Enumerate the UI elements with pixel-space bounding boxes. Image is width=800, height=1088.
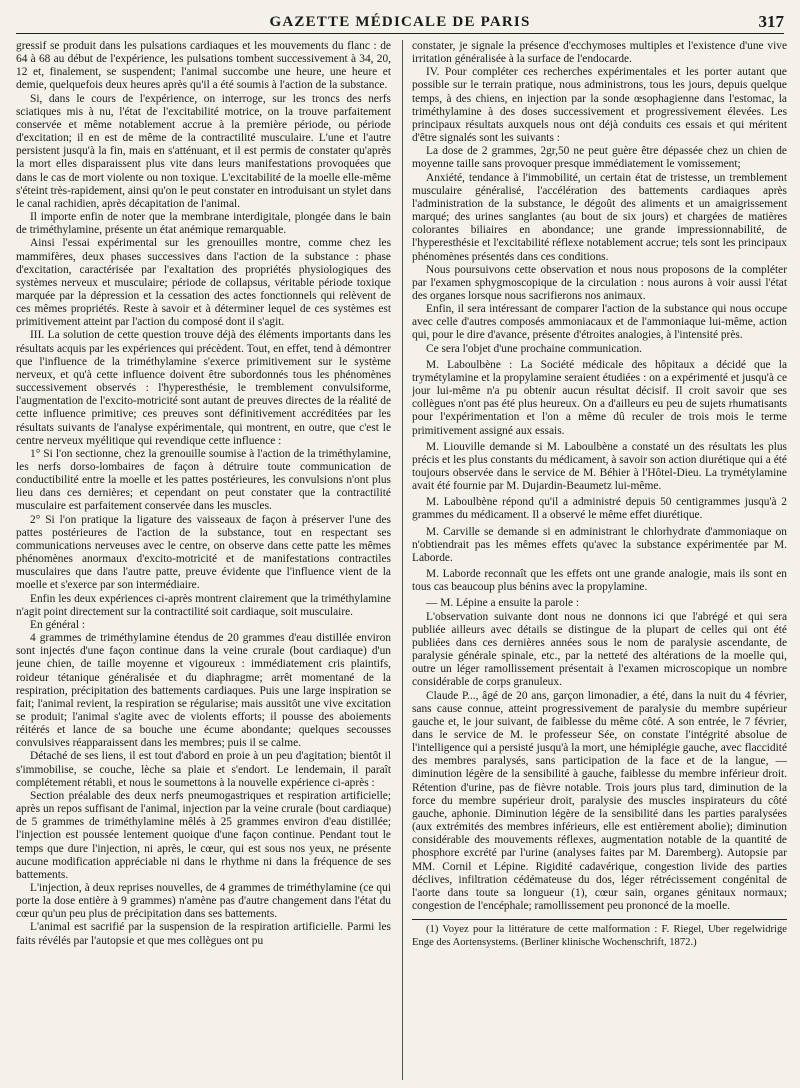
journal-title: GAZETTE MÉDICALE DE PARIS xyxy=(269,14,531,30)
left-column xyxy=(16,40,391,1080)
paragraph: Ce sera l'objet d'une prochaine communication. xyxy=(426,342,643,355)
page-header xyxy=(0,0,800,34)
footnote-rule xyxy=(412,919,787,920)
paragraph: Enfin les deux expériences ci-après montrent clairement que la triméthylamine n'agit point directement sur la contractilité soit cardiaque, soit musculaire. xyxy=(16,592,391,618)
paragraph: 1° Si l'on sectionne, chez la grenouille soumise à l'action de la triméthylamine, les nerfs dorso-lombaires de façon à détruire toute communication de conductibilité entre la moelle et les pattes postérieures, les convulsions n'ont plus lieu dans ces dernières; et cependant on peut constater que la contractilité musculaire est parfaitement conservée dans les muscles. xyxy=(16,447,391,513)
paragraph: Anxiété, tendance à l'immobilité, un certain état de tristesse, un tremblement musculaire généralisé, l'accélération des battements cardiaques après l'administration de la substance, le dégoût des aliments et un amaigrissement marqué; des urines sanglantes (au bout de six jours) et chargées de matières colorantes biliaires en abondance; une grande impressionnabilité, de l'hyperesthésie et l'excitabilité réflexe notablement accrue; tels sont les principaux phénomènes présentés dans ces conditions. xyxy=(412,171,787,263)
page-number: 317 xyxy=(758,12,784,31)
paragraph: IV. Pour compléter ces recherches expérimentales et les porter autant que possible sur le terrain pratique, nous administrons, tous les jours, depuis quelque temps, à des chiens, en injection par la sonde œsophagienne dans l'estomac, la triméthylamine à des doses successivement et progressivement élevées. Les principaux résultats auxquels nous ont déjà conduits ces essais et qui méritent d'être signalés sont les suivants : xyxy=(412,66,787,145)
paragraph: M. Laboulbène répond qu'il a administré depuis 50 centigrammes jusqu'à 2 grammes du médicament. Il a observé le même effet diurétique. xyxy=(412,496,787,522)
paragraph: La dose de 2 grammes, 2gr,50 ne peut guère être dépassée chez un chien de moyenne taille sans provoquer presque immédiatement le vomissement; xyxy=(412,145,787,171)
paragraph: M. Laboulbène : La Société médicale des hôpitaux a décidé que la trymétylamine et la propylamine seraient étudiées : on a expérimenté et jusqu'à ce jour lui-même n'a pu obtenir aucun résultat décisif. Il croit savoir que ses collègues n'ont pas été plus heureux. On a d'ailleurs eu peu de sujets rhumatisants pour l'expérimentation et l'on a même dû reculer de trois mois le terme primitivement assigné aux essais. xyxy=(412,358,787,437)
paragraph: M. Liouville demande si M. Laboulbène a constaté un des résultats les plus précis et les plus constants du médicament, à savoir son action diurétique qui a été toujours observée dans le service de M. Béhier à l'Hôtel-Dieu. La trymétylamine avait été fournie par M. Dujardin-Beaumetz lui-même. xyxy=(412,440,787,493)
right-column xyxy=(412,40,787,1080)
paragraph: Section préalable des deux nerfs pneumogastriques et respiration artificielle; après un repos suffisant de l'animal, injection par la veine crurale (bout cardiaque) de 5 grammes de triméthylamine mêlés à 25 grammes environ d'eau distillée; l'injection est poussée lentement quoique d'une façon continue. Pendant tout le temps que dure l'injection, ni après, le cœur, qui est sous nos yeux, ne présente aucune modification appréciable ni dans le rhythme ni dans la fréquence de ses battements. xyxy=(16,789,391,881)
paragraph: constater, je signale la présence d'ecchymoses multiples et l'existence d'une vive irritation généralisée à la surface de l'endocarde. xyxy=(412,40,787,66)
paragraph: gressif se produit dans les pulsations cardiaques et les mouvements du flanc : de 64 à 68 au début de l'expérience, les pulsations tombent successivement à 34, 20, 12 et, finalement, se suspendent; l'animal succombe une heure, une heure et demie, quelquefois deux heures après qu'il a été soumis à l'action de la substance. xyxy=(16,40,391,92)
paragraph: Il importe enfin de noter que la membrane interdigitale, plongée dans le bain de triméthylamine, présente un état anémique remarquable. xyxy=(16,211,391,237)
paragraph: M. Carville se demande si en administrant le chlorhydrate d'ammoniaque on n'obtiendrait pas les mêmes effets qu'avec la substance expérimentée par M. Laborde. xyxy=(412,525,787,564)
paragraph: 4 grammes de triméthylamine étendus de 20 grammes d'eau distillée environ sont injectés d'une façon continue dans la veine crurale (bout cardiaque) d'un jeune chien, de taille moyenne et vigoureux : immédiatement cris plaintifs, roideur tétanique généralisée et du diaphragme; arrêt momentané de la respiration, précipitation des battements cardiaques. Puis une large inspiration se fait; l'animal revient, la respiration se régularise; mais aussitôt une vive excitation se produit; l'animal s'agite avec de violents efforts; il pousse des aboiements réitérés et lance de sa bouche une écume abondante; quelques secousses convulsives réapparaissent dans les membres; puis il se calme. xyxy=(16,632,391,750)
paragraph: Si, dans le cours de l'expérience, on interroge, sur les troncs des nerfs sciatiques mis à nu, l'état de l'excitabilité motrice, on la trouve parfaitement conservée et même notablement accrue à la première période, ou période d'excitation; il en est de même de la contractilité musculaire. L'une et l'autre persistent jusqu'à la fin, mais en s'atténuant, et il est permis de constater qu'après la mort elles disparaissent plus vite dans leurs manifestations provoquées que dans le cas de mort violente ou non toxique. L'excitabilité de la moelle elle-même s'éteint très-rapidement, ainsi qu'on le peut constater en introduisant un stylet dans le canal rachidien, après décapitation de l'animal. xyxy=(16,92,391,210)
paragraph: En général : xyxy=(30,618,86,631)
paragraph: L'injection, à deux reprises nouvelles, de 4 grammes de triméthylamine (ce qui porte la dose entière à 9 grammes) n'amène pas d'autre changement dans l'état du cœur qu'un peu plus de précipitation dans ses battements. xyxy=(16,882,391,921)
paragraph: — M. Lépine a ensuite la parole : xyxy=(426,597,580,610)
column-divider xyxy=(402,40,403,1080)
paragraph: Enfin, il sera intéressant de comparer l'action de la substance qui nous occupe avec celle d'autres composés ammoniacaux et de l'ammoniaque lui-même, action qui, pour le dire d'avance, présente d'étroites analogies, à l'intensité près. xyxy=(412,303,787,342)
paragraph: Claude P..., âgé de 20 ans, garçon limonadier, a été, dans la nuit du 4 février, sans cause connue, atteint progressivement de paralysie du membre supérieur gauche et, le jour suivant, de faiblesse du même côté. A son entrée, le 7 février, dans le service de M. le professeur Sée, on constate l'intégrité absolue de l'intelligence qui a persisté jusqu'à la mort, une hémiplégie gauche, avec flaccidité des membres paralysés, sans participation de la face et de la langue, — diminution légère de la sensibilité à gauche, faiblesse du membre inférieur droit. Rétention d'urine, pas de fièvre notable. Trois jours plus tard, diminution de la force du membre supérieur droit, paralysie des muscles inspirateurs du côté gauche, aphonie. Diminution légère de la sensibilité dans les parties paralysées (aux extrémités des membres inférieurs, elle est entièrement abolie); diminution considérable des mouvements réflexes, augmentation notable de la quantité de phosphore excrété par l'urine (analyses faites par M. Daremberg). Autopsie par MM. Cornil et Lépine. Rigidité cadavérique, congestion livide des parties déclives, infiltration cédémateuse du dos, léger rétrécissement congénital de l'aorte dans toute sa longueur (1), cœur sain, organes génitaux normaux; congestion de l'encéphale; ramollissement peu prononcé de la moelle. xyxy=(412,689,787,912)
footnote: (1) Voyez pour la littérature de cette malformation : F. Riegel, Uber regelwidrige Enge des Aortensystems. (Berliner klinische Wochenschrift, 1872.) xyxy=(412,924,787,948)
paragraph: L'observation suivante dont nous ne donnons ici que l'abrégé et qui sera publiée ailleurs avec détails se distingue de la plupart de celles qui ont été publiées dans ces dernières années sous le nom de paralysie ascendante, de paralysie générale spinale, etc., par la netteté des altérations de la moelle qui, outre un léger ramollissement présentait à l'examen microscopique un nombre considérable de corps granuleux. xyxy=(412,610,787,689)
paragraph: 2° Si l'on pratique la ligature des vaisseaux de façon à préserver l'une des pattes postérieures de l'action de la substance, tout en respectant ses communications nerveuses avec le centre, on observe dans cette patte les mêmes phénomènes anormaux d'excito-motricité et de manifestations contractiles musculaires que dans l'autre patte, preuve évidente que l'influence vient de la moelle et s'exerce par son intermédiaire. xyxy=(16,513,391,592)
paragraph: III. La solution de cette question trouve déjà des éléments importants dans les résultats acquis par les expériences qui précèdent. Tout, en effet, tend à démontrer que l'influence de la triméthylamine s'exerce primitivement sur le système nerveux, et qu'à cette influence doivent être subordonnés tous les phénomènes successivement observés : l'hyperesthésie, le tremblement convulsiforme, l'augmentation de l'excito-motricité sont autant de preuves directes de la réalité de cette influence primitive; ces preuves sont définitivement accréditées par les résultats suivants de l'analyse expérimentale, qui montrent, en outre, que c'est le centre nerveux myélitique qui revendique cette influence : xyxy=(16,329,391,447)
paragraph: M. Laborde reconnaît que les effets ont une grande analogie, mais ils sont en tous cas beaucoup plus bénins avec la propylamine. xyxy=(412,568,787,594)
header-rule xyxy=(16,33,784,34)
paragraph: Nous poursuivons cette observation et nous nous proposons de la compléter par l'examen sphygmoscopique de la circulation : nous aurons à voir aussi l'état des organes lorsque nous sacrifierons nos animaux. xyxy=(412,263,787,302)
paragraph: Détaché de ses liens, il est tout d'abord en proie à un peu d'agitation; bientôt il s'immobilise, se couche, lèche sa plaie et s'endort. Le lendemain, il paraît complétement rétabli, et nous le soumettons à la nouvelle expérience ci-après : xyxy=(16,750,391,789)
paragraph: Ainsi l'essai expérimental sur les grenouilles montre, comme chez les mammifères, deux phases successives dans l'action de la substance : phase d'excitation, caractérisée par l'exaltation des propriétés physiologiques des systèmes nerveux et musculaire; période de collapsus, véritable période toxique marquée par la dépression et la cessation des actes fonctionnels qui relèvent de ces mêmes propriétés. Reste à savoir et à déterminer lequel de ces systèmes est primitivement atteint par l'action du composé dont il s'agit. xyxy=(16,237,391,329)
paragraph: L'animal est sacrifié par la suspension de la respiration artificielle. Parmi les faits révélés par l'autopsie et que mes collègues ont pu xyxy=(16,921,391,947)
